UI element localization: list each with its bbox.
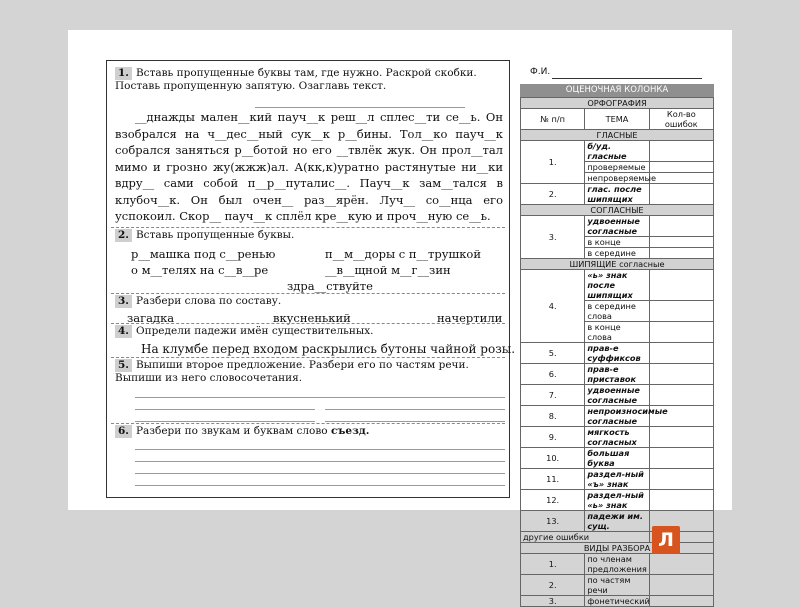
row-num: 5. bbox=[521, 343, 585, 364]
name-label: Ф.И. bbox=[530, 67, 551, 77]
task-number: 6. bbox=[115, 425, 132, 438]
sentence: На клумбе перед входом раскрылись бутоны чайной розы. bbox=[141, 342, 516, 356]
row-num: 8. bbox=[521, 406, 585, 427]
row-topic: мягкость согласных bbox=[585, 427, 649, 448]
tasks-panel bbox=[106, 60, 516, 498]
section-header: СОГЛАСНЫЕ bbox=[521, 205, 714, 216]
count-cell[interactable] bbox=[649, 237, 713, 248]
row-num: 12. bbox=[521, 490, 585, 511]
count-cell[interactable] bbox=[649, 184, 713, 205]
task-number: 4. bbox=[115, 325, 132, 338]
answer-line[interactable] bbox=[325, 409, 505, 410]
task-6 bbox=[115, 425, 503, 493]
count-cell[interactable] bbox=[649, 596, 713, 607]
count-cell[interactable] bbox=[649, 141, 713, 162]
task-number: 3. bbox=[115, 295, 132, 308]
section-header: ШИПЯЩИЕ согласные bbox=[521, 259, 714, 270]
divider bbox=[111, 423, 505, 424]
row-subtopic: непроверяемые bbox=[585, 173, 649, 184]
row-num: 1. bbox=[521, 141, 585, 184]
section-header: ОРФОГРАФИЯ bbox=[521, 98, 714, 109]
score-title: ОЦЕНОЧНАЯ КОЛОНКА bbox=[520, 84, 714, 97]
word: начертили bbox=[437, 311, 503, 325]
row-topic: раздел-ный «ь» знак bbox=[585, 490, 649, 511]
answer-line[interactable] bbox=[325, 421, 505, 422]
word: вкусненький bbox=[273, 311, 351, 325]
row-num: 3. bbox=[521, 596, 585, 607]
publisher-logo: Л bbox=[652, 526, 680, 554]
row-topic: удвоенные согласные bbox=[585, 385, 649, 406]
word-pair: р__машка под с__ренью bbox=[131, 247, 276, 261]
row-num: 1. bbox=[521, 554, 585, 575]
word-pair: п__м__доры с п__трушкой bbox=[325, 247, 482, 261]
count-cell[interactable] bbox=[649, 427, 713, 448]
word-pair: о м__телях на с__в__ре bbox=[131, 263, 269, 277]
name-line[interactable] bbox=[552, 78, 702, 79]
row-subtopic: проверяемые bbox=[585, 162, 649, 173]
title-line[interactable] bbox=[255, 107, 465, 108]
count-cell[interactable] bbox=[649, 173, 713, 184]
divider bbox=[111, 357, 505, 358]
count-cell[interactable] bbox=[649, 448, 713, 469]
task-number: 1. bbox=[115, 67, 132, 80]
task-number: 5. bbox=[115, 359, 132, 372]
word: здра__ствуйте bbox=[287, 279, 373, 293]
answer-line[interactable] bbox=[135, 461, 505, 462]
task-2 bbox=[115, 229, 503, 293]
count-cell[interactable] bbox=[649, 301, 713, 322]
row-num: 10. bbox=[521, 448, 585, 469]
row-subtopic: в середине слова bbox=[585, 301, 649, 322]
word-pair: __в__щной м__г__зин bbox=[325, 263, 451, 277]
task-instruction: Вставь пропущенные буквы там, где нужно. Раскрой скобки. Поставь пропущенную запятую. Озаглавь текст. bbox=[115, 67, 477, 92]
answer-line[interactable] bbox=[135, 485, 505, 486]
row-topic: прав-е суффиксов bbox=[585, 343, 649, 364]
task-1-header bbox=[115, 67, 503, 93]
task-instruction: Вставь пропущенные буквы. bbox=[135, 229, 295, 241]
name-field[interactable] bbox=[520, 60, 714, 80]
row-topic: «ь» знак после шипящих bbox=[585, 270, 649, 301]
row-topic: по частям речи bbox=[585, 575, 649, 596]
row-num: 4. bbox=[521, 270, 585, 343]
row-num: 2. bbox=[521, 184, 585, 205]
count-cell[interactable] bbox=[649, 343, 713, 364]
row-topic: раздел-ный «ъ» знак bbox=[585, 469, 649, 490]
col-topic: ТЕМА bbox=[585, 109, 649, 130]
row-topic: большая буква bbox=[585, 448, 649, 469]
row-num: 11. bbox=[521, 469, 585, 490]
row-num: 6. bbox=[521, 364, 585, 385]
count-cell[interactable] bbox=[649, 385, 713, 406]
count-cell[interactable] bbox=[649, 322, 713, 343]
divider bbox=[111, 227, 505, 228]
answer-line[interactable] bbox=[135, 449, 505, 450]
count-cell[interactable] bbox=[649, 469, 713, 490]
divider bbox=[111, 323, 505, 324]
answer-line[interactable] bbox=[135, 473, 505, 474]
section-header: ВИДЫ РАЗБОРА bbox=[521, 543, 714, 554]
task-number: 2. bbox=[115, 229, 132, 242]
task-instruction: Разбери по звукам и буквам слово bbox=[135, 425, 328, 437]
count-cell[interactable] bbox=[649, 554, 713, 575]
count-cell[interactable] bbox=[649, 575, 713, 596]
task-1 bbox=[115, 67, 503, 225]
row-topic: непроизносимые согласные bbox=[585, 406, 649, 427]
count-cell[interactable] bbox=[649, 364, 713, 385]
row-subtopic: в конце bbox=[585, 237, 649, 248]
count-cell[interactable] bbox=[649, 162, 713, 173]
col-num: № п/п bbox=[521, 109, 585, 130]
row-num: 3. bbox=[521, 216, 585, 259]
count-cell[interactable] bbox=[649, 490, 713, 511]
row-topic: фонетический bbox=[585, 596, 649, 607]
task-3 bbox=[115, 295, 503, 325]
row-topic: другие ошибки bbox=[521, 532, 650, 543]
row-topic: удвоенные согласные bbox=[585, 216, 649, 237]
task-instruction: Выпиши второе предложение. Разбери его по частям речи. Выпиши из него словосочетания. bbox=[115, 359, 469, 384]
score-column bbox=[520, 60, 714, 607]
row-num: 13. bbox=[521, 511, 585, 532]
row-topic: б/уд. гласные bbox=[585, 141, 649, 162]
task-5 bbox=[115, 359, 503, 429]
row-num: 7. bbox=[521, 385, 585, 406]
answer-line[interactable] bbox=[135, 409, 315, 410]
row-topic: глас. после шипящих bbox=[585, 184, 649, 205]
row-subtopic: в конце слова bbox=[585, 322, 649, 343]
section-header: ГЛАСНЫЕ bbox=[521, 130, 714, 141]
row-topic: падежи им. сущ. bbox=[585, 511, 649, 532]
task-instruction: Определи падежи имён существительных. bbox=[135, 325, 374, 337]
answer-line[interactable] bbox=[135, 421, 315, 422]
task-4 bbox=[115, 325, 516, 359]
row-num: 9. bbox=[521, 427, 585, 448]
task-1-text: __днажды мален__кий пауч__к реш__л сплес__ти се__ь. Он взобрался на ч__дес__ный сук__к р__бины. Тол__ко пауч__к собрался заняться р__ботой но его __твлёк жук. Он прол__тал мимо и грозно жу(жжж)ал. А(кк,к)уратно растянутые ни__ки вдру__ сами собой п__р__путалис__. Пауч__к зам__тался в клубоч__к. Он был очен__ раз__ярён. Луч__ со__нца его успокоил. Скор__ пауч__к сплёл кре__кую и проч__ную се__ь. bbox=[115, 110, 503, 223]
count-cell[interactable] bbox=[649, 270, 713, 301]
answer-line[interactable] bbox=[135, 397, 505, 398]
row-topic: прав-е приставок bbox=[585, 364, 649, 385]
row-subtopic: в середине bbox=[585, 248, 649, 259]
target-word: съезд. bbox=[330, 425, 370, 437]
col-count: Кол-во ошибок bbox=[649, 109, 713, 130]
count-cell[interactable] bbox=[649, 216, 713, 237]
count-cell[interactable] bbox=[649, 248, 713, 259]
task-instruction: Разбери слова по составу. bbox=[135, 295, 282, 307]
score-table bbox=[520, 97, 714, 607]
divider bbox=[111, 293, 505, 294]
word: загадка bbox=[127, 311, 175, 325]
row-topic: по членам предложения bbox=[585, 554, 649, 575]
row-num: 2. bbox=[521, 575, 585, 596]
